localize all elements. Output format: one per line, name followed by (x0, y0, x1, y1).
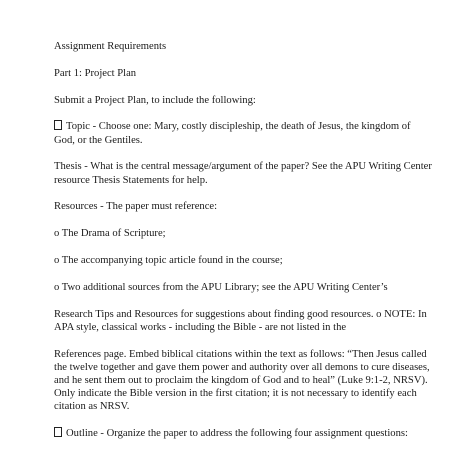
resource-item-1: o The Drama of Scripture; (54, 228, 166, 240)
resource-item-3: o Two additional sources from the APU Library; see the APU Writing Center’s (54, 281, 388, 293)
research-paragraph: Research Tips and Resources for suggestions about finding good resources. o NOTE: In APA style, classical works - including the Bible - are not listed in the (54, 308, 427, 333)
resources-paragraph: Resources - The paper must reference: (54, 201, 218, 213)
outline-text: Outline - Organize the paper to address the following four assignment questions: (66, 428, 408, 440)
document-title: Assignment Requirements (54, 41, 167, 52)
intro-text: Submit a Project Plan, to include the following: (54, 94, 256, 106)
references-paragraph: References page. Embed biblical citations within the text as follows: “Then Jesus called the twelve together and gave them power and authority over all demons to cure diseases, and he sent them out to proclaim the kingdom of God and to heal” (Luke 9:1-2, NRSV). Only indicate the Bible version in the first citation; it is not necessary to identify each citation as NRSV. (54, 348, 430, 413)
resource-item-2: o The accompanying topic article found in the course; (54, 254, 283, 266)
part-heading: Part 1: Project Plan (54, 67, 137, 79)
outline-paragraph (54, 427, 434, 440)
topic-text: Topic - Choose one: Mary, costly discipleship, the death of Jesus, the kingdom of God, or the Gentiles. (54, 121, 411, 146)
checkbox-glyph-icon (54, 427, 62, 437)
topic-paragraph (54, 120, 434, 146)
checkbox-glyph-icon (54, 120, 62, 130)
thesis-paragraph: Thesis - What is the central message/argument of the paper? See the APU Writing Center resource Thesis Statements for help. (54, 161, 432, 186)
document-page (54, 40, 434, 454)
